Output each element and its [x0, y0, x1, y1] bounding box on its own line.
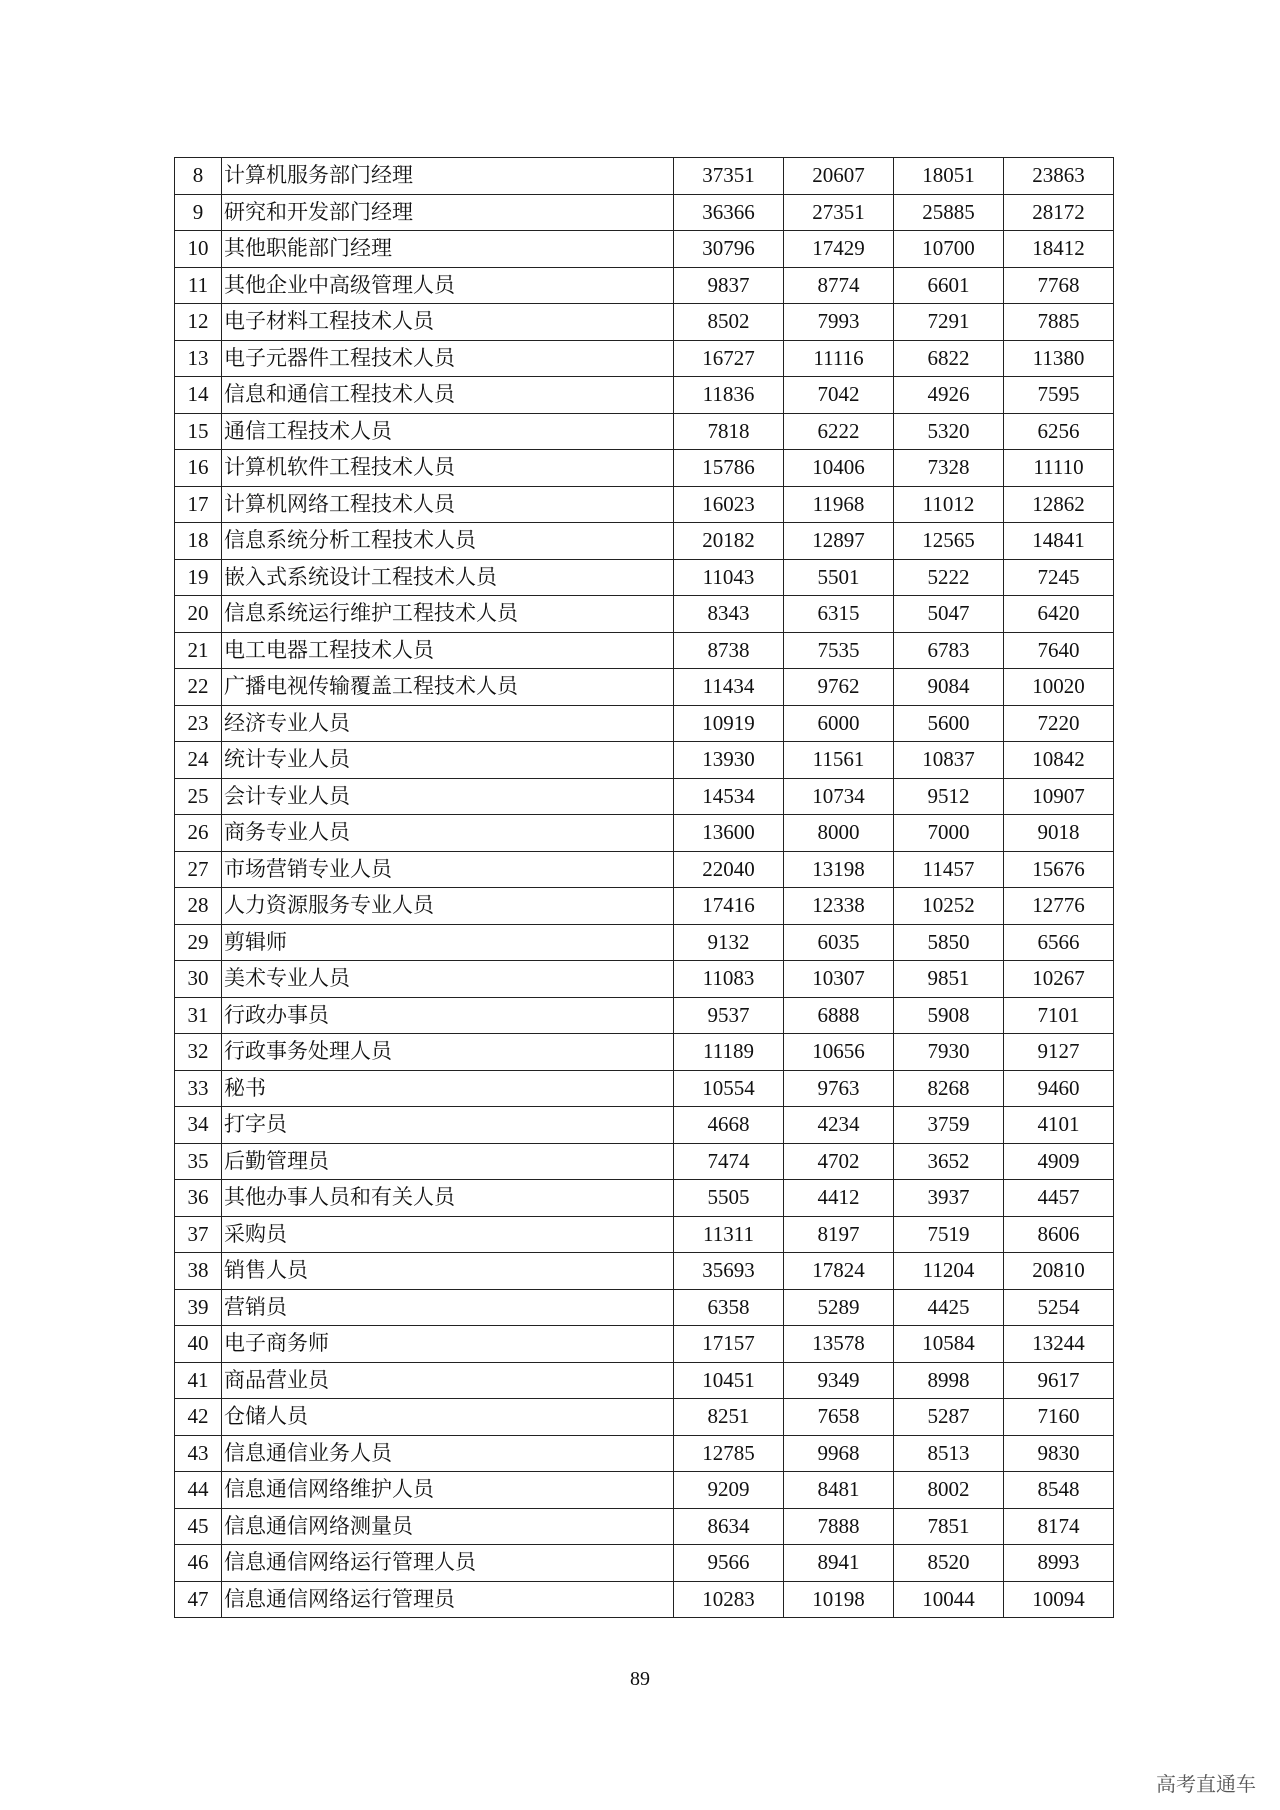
value-cell-2: 5289 [784, 1289, 894, 1326]
page-number: 89 [630, 1668, 650, 1690]
row-number-cell: 9 [175, 194, 222, 231]
row-number-cell: 46 [175, 1545, 222, 1582]
row-number-cell: 15 [175, 413, 222, 450]
occupation-name-cell: 其他办事人员和有关人员 [222, 1180, 674, 1217]
table-row [175, 1399, 1114, 1436]
value-cell-2: 27351 [784, 194, 894, 231]
table-row [175, 705, 1114, 742]
occupation-name-cell: 信息系统运行维护工程技术人员 [222, 596, 674, 633]
occupation-name-cell: 通信工程技术人员 [222, 413, 674, 450]
table-row [175, 377, 1114, 414]
table-row [175, 1216, 1114, 1253]
value-cell-1: 16727 [674, 340, 784, 377]
occupation-name-cell: 信息通信网络测量员 [222, 1508, 674, 1545]
value-cell-4: 7245 [1004, 559, 1114, 596]
value-cell-2: 12338 [784, 888, 894, 925]
table-row [175, 413, 1114, 450]
row-number-cell: 44 [175, 1472, 222, 1509]
occupation-name-cell: 电子元器件工程技术人员 [222, 340, 674, 377]
value-cell-3: 7519 [894, 1216, 1004, 1253]
value-cell-1: 8502 [674, 304, 784, 341]
table-row [175, 742, 1114, 779]
value-cell-4: 7160 [1004, 1399, 1114, 1436]
occupation-name-cell: 电子材料工程技术人员 [222, 304, 674, 341]
value-cell-4: 8993 [1004, 1545, 1114, 1582]
occupation-name-cell: 行政办事员 [222, 997, 674, 1034]
value-cell-1: 7474 [674, 1143, 784, 1180]
value-cell-3: 6783 [894, 632, 1004, 669]
value-cell-4: 23863 [1004, 158, 1114, 195]
row-number-cell: 24 [175, 742, 222, 779]
value-cell-3: 5287 [894, 1399, 1004, 1436]
value-cell-1: 35693 [674, 1253, 784, 1290]
table-row [175, 997, 1114, 1034]
row-number-cell: 16 [175, 450, 222, 487]
table-row [175, 1253, 1114, 1290]
value-cell-4: 13244 [1004, 1326, 1114, 1363]
value-cell-3: 7291 [894, 304, 1004, 341]
value-cell-1: 36366 [674, 194, 784, 231]
occupation-name-cell: 信息和通信工程技术人员 [222, 377, 674, 414]
occupation-name-cell: 统计专业人员 [222, 742, 674, 779]
row-number-cell: 32 [175, 1034, 222, 1071]
value-cell-3: 10252 [894, 888, 1004, 925]
occupation-name-cell: 电子商务师 [222, 1326, 674, 1363]
value-cell-2: 8000 [784, 815, 894, 852]
value-cell-3: 5600 [894, 705, 1004, 742]
value-cell-1: 9837 [674, 267, 784, 304]
value-cell-1: 30796 [674, 231, 784, 268]
occupation-name-cell: 广播电视传输覆盖工程技术人员 [222, 669, 674, 706]
occupation-name-cell: 信息通信业务人员 [222, 1435, 674, 1472]
value-cell-3: 8520 [894, 1545, 1004, 1582]
value-cell-2: 9762 [784, 669, 894, 706]
value-cell-1: 17416 [674, 888, 784, 925]
value-cell-1: 8251 [674, 1399, 784, 1436]
value-cell-3: 4425 [894, 1289, 1004, 1326]
value-cell-4: 9460 [1004, 1070, 1114, 1107]
value-cell-2: 13578 [784, 1326, 894, 1363]
value-cell-2: 8941 [784, 1545, 894, 1582]
value-cell-1: 6358 [674, 1289, 784, 1326]
value-cell-2: 8774 [784, 267, 894, 304]
value-cell-3: 10044 [894, 1581, 1004, 1618]
value-cell-2: 13198 [784, 851, 894, 888]
value-cell-4: 10907 [1004, 778, 1114, 815]
value-cell-2: 7535 [784, 632, 894, 669]
row-number-cell: 22 [175, 669, 222, 706]
table-row [175, 1435, 1114, 1472]
value-cell-3: 9851 [894, 961, 1004, 998]
occupation-name-cell: 商品营业员 [222, 1362, 674, 1399]
table-row [175, 778, 1114, 815]
row-number-cell: 43 [175, 1435, 222, 1472]
value-cell-4: 4909 [1004, 1143, 1114, 1180]
value-cell-1: 10554 [674, 1070, 784, 1107]
row-number-cell: 14 [175, 377, 222, 414]
value-cell-4: 7640 [1004, 632, 1114, 669]
occupation-name-cell: 其他职能部门经理 [222, 231, 674, 268]
table-row [175, 194, 1114, 231]
table-row [175, 851, 1114, 888]
value-cell-1: 11043 [674, 559, 784, 596]
value-cell-2: 10307 [784, 961, 894, 998]
row-number-cell: 12 [175, 304, 222, 341]
value-cell-3: 8268 [894, 1070, 1004, 1107]
value-cell-1: 16023 [674, 486, 784, 523]
value-cell-3: 10584 [894, 1326, 1004, 1363]
value-cell-3: 11012 [894, 486, 1004, 523]
occupation-name-cell: 信息通信网络运行管理人员 [222, 1545, 674, 1582]
occupation-name-cell: 行政事务处理人员 [222, 1034, 674, 1071]
row-number-cell: 45 [175, 1508, 222, 1545]
value-cell-3: 7930 [894, 1034, 1004, 1071]
value-cell-2: 6315 [784, 596, 894, 633]
value-cell-2: 7993 [784, 304, 894, 341]
value-cell-2: 7658 [784, 1399, 894, 1436]
value-cell-4: 11110 [1004, 450, 1114, 487]
value-cell-1: 10919 [674, 705, 784, 742]
value-cell-2: 4702 [784, 1143, 894, 1180]
table-row [175, 1581, 1114, 1618]
value-cell-2: 6222 [784, 413, 894, 450]
occupation-name-cell: 经济专业人员 [222, 705, 674, 742]
row-number-cell: 47 [175, 1581, 222, 1618]
row-number-cell: 11 [175, 267, 222, 304]
value-cell-4: 6420 [1004, 596, 1114, 633]
value-cell-4: 7595 [1004, 377, 1114, 414]
value-cell-1: 4668 [674, 1107, 784, 1144]
table-row [175, 632, 1114, 669]
row-number-cell: 10 [175, 231, 222, 268]
occupation-name-cell: 后勤管理员 [222, 1143, 674, 1180]
occupation-name-cell: 计算机软件工程技术人员 [222, 450, 674, 487]
value-cell-3: 8998 [894, 1362, 1004, 1399]
value-cell-4: 10267 [1004, 961, 1114, 998]
value-cell-2: 20607 [784, 158, 894, 195]
table-row [175, 596, 1114, 633]
value-cell-4: 7101 [1004, 997, 1114, 1034]
row-number-cell: 36 [175, 1180, 222, 1217]
occupation-name-cell: 秘书 [222, 1070, 674, 1107]
table-row [175, 486, 1114, 523]
value-cell-3: 18051 [894, 158, 1004, 195]
occupation-name-cell: 计算机网络工程技术人员 [222, 486, 674, 523]
value-cell-3: 9512 [894, 778, 1004, 815]
table-row [175, 1508, 1114, 1545]
value-cell-2: 17429 [784, 231, 894, 268]
table-row [175, 1180, 1114, 1217]
value-cell-4: 6566 [1004, 924, 1114, 961]
value-cell-1: 13600 [674, 815, 784, 852]
table-row [175, 523, 1114, 560]
value-cell-1: 9537 [674, 997, 784, 1034]
value-cell-3: 6822 [894, 340, 1004, 377]
occupation-name-cell: 信息通信网络运行管理员 [222, 1581, 674, 1618]
value-cell-2: 11561 [784, 742, 894, 779]
occupation-name-cell: 人力资源服务专业人员 [222, 888, 674, 925]
occupation-name-cell: 信息通信网络维护人员 [222, 1472, 674, 1509]
value-cell-1: 9132 [674, 924, 784, 961]
occupation-name-cell: 商务专业人员 [222, 815, 674, 852]
value-cell-3: 7000 [894, 815, 1004, 852]
value-cell-3: 9084 [894, 669, 1004, 706]
value-cell-3: 5047 [894, 596, 1004, 633]
value-cell-2: 10734 [784, 778, 894, 815]
occupation-name-cell: 销售人员 [222, 1253, 674, 1290]
value-cell-4: 15676 [1004, 851, 1114, 888]
value-cell-3: 5320 [894, 413, 1004, 450]
value-cell-4: 18412 [1004, 231, 1114, 268]
occupation-name-cell: 采购员 [222, 1216, 674, 1253]
value-cell-1: 11836 [674, 377, 784, 414]
occupation-name-cell: 其他企业中高级管理人员 [222, 267, 674, 304]
table-row [175, 1472, 1114, 1509]
value-cell-4: 4101 [1004, 1107, 1114, 1144]
row-number-cell: 42 [175, 1399, 222, 1436]
value-cell-2: 7042 [784, 377, 894, 414]
value-cell-3: 25885 [894, 194, 1004, 231]
table-row [175, 924, 1114, 961]
table-row [175, 559, 1114, 596]
value-cell-2: 9349 [784, 1362, 894, 1399]
value-cell-4: 14841 [1004, 523, 1114, 560]
occupation-name-cell: 营销员 [222, 1289, 674, 1326]
value-cell-4: 6256 [1004, 413, 1114, 450]
value-cell-1: 5505 [674, 1180, 784, 1217]
occupation-name-cell: 电工电器工程技术人员 [222, 632, 674, 669]
table-row [175, 815, 1114, 852]
value-cell-4: 12862 [1004, 486, 1114, 523]
value-cell-1: 15786 [674, 450, 784, 487]
value-cell-4: 9617 [1004, 1362, 1114, 1399]
row-number-cell: 17 [175, 486, 222, 523]
value-cell-3: 8002 [894, 1472, 1004, 1509]
value-cell-1: 7818 [674, 413, 784, 450]
row-number-cell: 18 [175, 523, 222, 560]
table-row [175, 669, 1114, 706]
table-row [175, 888, 1114, 925]
value-cell-1: 11311 [674, 1216, 784, 1253]
table-row [175, 1545, 1114, 1582]
table-row [175, 1289, 1114, 1326]
row-number-cell: 37 [175, 1216, 222, 1253]
value-cell-1: 13930 [674, 742, 784, 779]
row-number-cell: 8 [175, 158, 222, 195]
value-cell-1: 8634 [674, 1508, 784, 1545]
row-number-cell: 20 [175, 596, 222, 633]
table-body [175, 158, 1114, 1618]
value-cell-4: 5254 [1004, 1289, 1114, 1326]
occupation-name-cell: 会计专业人员 [222, 778, 674, 815]
row-number-cell: 31 [175, 997, 222, 1034]
value-cell-2: 8481 [784, 1472, 894, 1509]
value-cell-1: 12785 [674, 1435, 784, 1472]
occupation-name-cell: 计算机服务部门经理 [222, 158, 674, 195]
table-row [175, 1326, 1114, 1363]
value-cell-4: 28172 [1004, 194, 1114, 231]
row-number-cell: 21 [175, 632, 222, 669]
value-cell-3: 5908 [894, 997, 1004, 1034]
value-cell-4: 8174 [1004, 1508, 1114, 1545]
occupation-name-cell: 市场营销专业人员 [222, 851, 674, 888]
value-cell-1: 17157 [674, 1326, 784, 1363]
row-number-cell: 38 [175, 1253, 222, 1290]
row-number-cell: 29 [175, 924, 222, 961]
row-number-cell: 41 [175, 1362, 222, 1399]
value-cell-2: 9968 [784, 1435, 894, 1472]
value-cell-4: 20810 [1004, 1253, 1114, 1290]
watermark-text: 高考直通车 [1156, 1772, 1256, 1796]
table-row [175, 340, 1114, 377]
table-row [175, 267, 1114, 304]
row-number-cell: 30 [175, 961, 222, 998]
occupation-name-cell: 打字员 [222, 1107, 674, 1144]
value-cell-2: 10656 [784, 1034, 894, 1071]
value-cell-1: 22040 [674, 851, 784, 888]
table-row [175, 304, 1114, 341]
value-cell-1: 10451 [674, 1362, 784, 1399]
value-cell-3: 5850 [894, 924, 1004, 961]
occupation-name-cell: 研究和开发部门经理 [222, 194, 674, 231]
value-cell-3: 3759 [894, 1107, 1004, 1144]
value-cell-3: 11457 [894, 851, 1004, 888]
value-cell-3: 5222 [894, 559, 1004, 596]
row-number-cell: 19 [175, 559, 222, 596]
value-cell-1: 11083 [674, 961, 784, 998]
value-cell-3: 10837 [894, 742, 1004, 779]
table-row [175, 1070, 1114, 1107]
occupation-name-cell: 美术专业人员 [222, 961, 674, 998]
value-cell-2: 11116 [784, 340, 894, 377]
value-cell-1: 14534 [674, 778, 784, 815]
value-cell-3: 7851 [894, 1508, 1004, 1545]
row-number-cell: 34 [175, 1107, 222, 1144]
table-row [175, 961, 1114, 998]
value-cell-4: 9830 [1004, 1435, 1114, 1472]
value-cell-4: 8606 [1004, 1216, 1114, 1253]
value-cell-4: 9018 [1004, 815, 1114, 852]
value-cell-2: 5501 [784, 559, 894, 596]
value-cell-4: 12776 [1004, 888, 1114, 925]
value-cell-4: 11380 [1004, 340, 1114, 377]
value-cell-3: 11204 [894, 1253, 1004, 1290]
row-number-cell: 13 [175, 340, 222, 377]
row-number-cell: 26 [175, 815, 222, 852]
row-number-cell: 25 [175, 778, 222, 815]
value-cell-2: 10198 [784, 1581, 894, 1618]
table-row [175, 450, 1114, 487]
occupation-name-cell: 信息系统分析工程技术人员 [222, 523, 674, 560]
value-cell-2: 6888 [784, 997, 894, 1034]
row-number-cell: 23 [175, 705, 222, 742]
table-row [175, 1362, 1114, 1399]
value-cell-3: 3652 [894, 1143, 1004, 1180]
occupation-name-cell: 剪辑师 [222, 924, 674, 961]
occupation-name-cell: 嵌入式系统设计工程技术人员 [222, 559, 674, 596]
value-cell-2: 7888 [784, 1508, 894, 1545]
row-number-cell: 28 [175, 888, 222, 925]
row-number-cell: 33 [175, 1070, 222, 1107]
value-cell-4: 9127 [1004, 1034, 1114, 1071]
value-cell-2: 6035 [784, 924, 894, 961]
value-cell-2: 17824 [784, 1253, 894, 1290]
value-cell-4: 7220 [1004, 705, 1114, 742]
value-cell-1: 9209 [674, 1472, 784, 1509]
value-cell-1: 11189 [674, 1034, 784, 1071]
value-cell-4: 8548 [1004, 1472, 1114, 1509]
value-cell-2: 6000 [784, 705, 894, 742]
value-cell-4: 10094 [1004, 1581, 1114, 1618]
value-cell-4: 7885 [1004, 304, 1114, 341]
row-number-cell: 35 [175, 1143, 222, 1180]
row-number-cell: 40 [175, 1326, 222, 1363]
table-row [175, 1107, 1114, 1144]
value-cell-3: 12565 [894, 523, 1004, 560]
value-cell-1: 8738 [674, 632, 784, 669]
value-cell-1: 8343 [674, 596, 784, 633]
value-cell-4: 10842 [1004, 742, 1114, 779]
occupation-name-cell: 仓储人员 [222, 1399, 674, 1436]
value-cell-4: 4457 [1004, 1180, 1114, 1217]
table-row [175, 1143, 1114, 1180]
row-number-cell: 39 [175, 1289, 222, 1326]
value-cell-3: 8513 [894, 1435, 1004, 1472]
wage-table [174, 157, 1114, 1618]
value-cell-3: 7328 [894, 450, 1004, 487]
row-number-cell: 27 [175, 851, 222, 888]
value-cell-4: 7768 [1004, 267, 1114, 304]
value-cell-2: 8197 [784, 1216, 894, 1253]
table-row [175, 1034, 1114, 1071]
value-cell-2: 11968 [784, 486, 894, 523]
value-cell-2: 4412 [784, 1180, 894, 1217]
value-cell-2: 12897 [784, 523, 894, 560]
value-cell-4: 10020 [1004, 669, 1114, 706]
value-cell-1: 10283 [674, 1581, 784, 1618]
value-cell-1: 9566 [674, 1545, 784, 1582]
value-cell-3: 4926 [894, 377, 1004, 414]
value-cell-2: 9763 [784, 1070, 894, 1107]
table-row [175, 231, 1114, 268]
value-cell-3: 10700 [894, 231, 1004, 268]
value-cell-3: 3937 [894, 1180, 1004, 1217]
table-row [175, 158, 1114, 195]
value-cell-2: 10406 [784, 450, 894, 487]
value-cell-1: 20182 [674, 523, 784, 560]
value-cell-3: 6601 [894, 267, 1004, 304]
value-cell-2: 4234 [784, 1107, 894, 1144]
value-cell-1: 11434 [674, 669, 784, 706]
value-cell-1: 37351 [674, 158, 784, 195]
